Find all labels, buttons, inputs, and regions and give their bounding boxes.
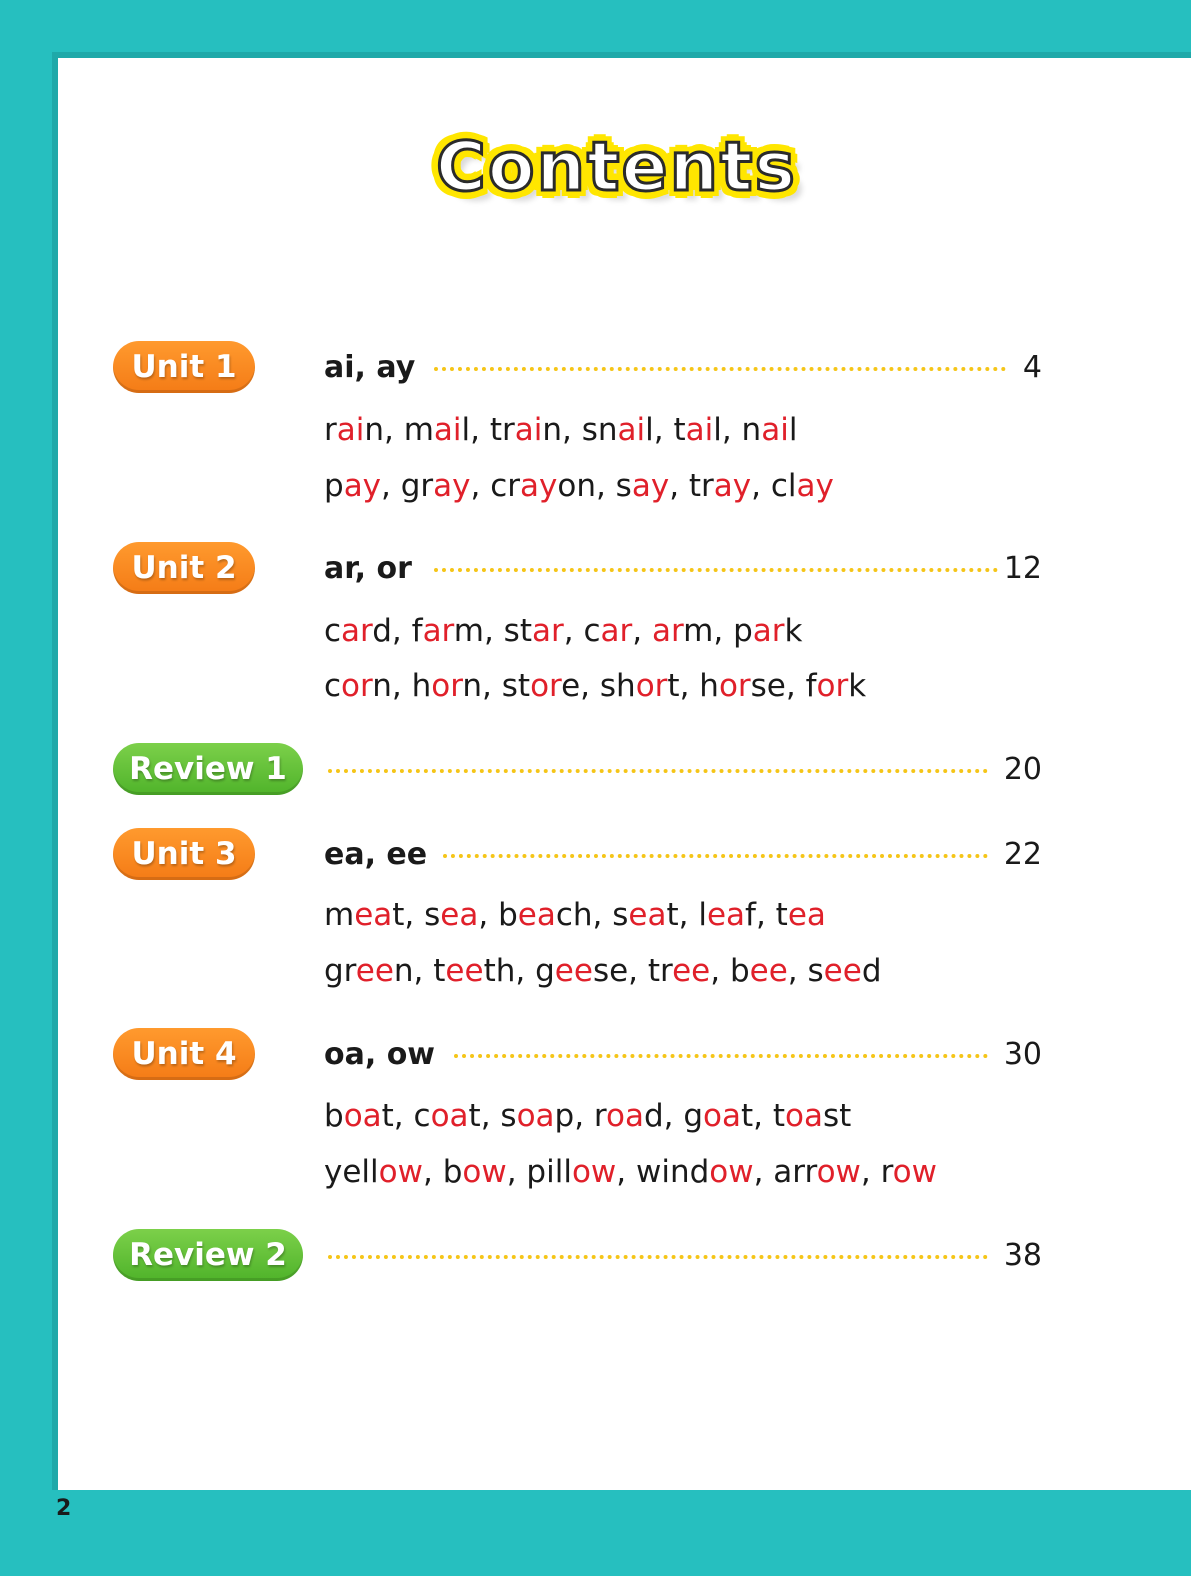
phonics-highlight: ar [422, 613, 454, 649]
phonics-highlight: ar [531, 613, 564, 649]
word-text: d, f [372, 613, 423, 649]
word-text: , arr [753, 1154, 817, 1190]
unit-2-badge[interactable]: Unit 2 [113, 542, 255, 594]
unit-3-heading: ea, ee [324, 837, 428, 872]
phonics-highlight: oa [605, 1098, 644, 1134]
phonics-highlight: ee [749, 953, 788, 989]
phonics-highlight: ar [752, 613, 785, 649]
word-text: se, f [750, 668, 817, 704]
unit-1-heading: ai, ay [324, 350, 416, 385]
word-text: f, t [745, 897, 788, 933]
unit-4-words-line-2 [324, 1152, 937, 1192]
word-text: n, h [372, 668, 432, 704]
word-text: m, st [453, 613, 532, 649]
word-text: t, s [392, 897, 441, 933]
unit-1-page-number: 4 [1022, 350, 1042, 385]
phonics-highlight: or [635, 668, 668, 704]
word-text: n, sn [542, 412, 618, 448]
word-text: , c [563, 613, 601, 649]
unit-2-words-line-1 [324, 611, 802, 651]
review-1-page-number: 20 [1003, 752, 1042, 787]
word-text: m, p [683, 613, 753, 649]
unit-3-page-number: 22 [1003, 837, 1042, 872]
word-text: , [632, 613, 652, 649]
phonics-highlight: ai [761, 412, 789, 448]
word-text: d, g [643, 1098, 704, 1134]
phonics-highlight: ea [787, 897, 826, 933]
phonics-highlight: ai [433, 412, 462, 448]
word-text: e, sh [561, 668, 636, 704]
word-text: se, tr [592, 953, 673, 989]
word-text: n, t [393, 953, 446, 989]
word-text: th, g [483, 953, 555, 989]
unit-4-page-number: 30 [1003, 1037, 1042, 1072]
word-text: ch, s [555, 897, 629, 933]
phonics-highlight: ow [462, 1154, 507, 1190]
word-text: l, t [645, 412, 686, 448]
phonics-highlight: ay [520, 468, 558, 504]
unit-2-dot-leader [434, 568, 998, 572]
word-text: n, m [364, 412, 434, 448]
phonics-highlight: or [341, 668, 373, 704]
unit-4-words-line-1 [324, 1096, 851, 1136]
word-text: k [848, 668, 867, 704]
phonics-highlight: ea [517, 897, 556, 933]
phonics-highlight: ai [685, 412, 714, 448]
unit-4-badge[interactable]: Unit 4 [113, 1028, 255, 1080]
phonics-highlight: ay [713, 468, 752, 504]
phonics-highlight: ar [600, 613, 633, 649]
word-text: p [324, 468, 344, 504]
page-title: Contents [435, 128, 798, 207]
phonics-highlight: ar [341, 613, 373, 649]
unit-1-badge[interactable]: Unit 1 [113, 341, 255, 393]
unit-3-words-line-2 [324, 951, 882, 991]
phonics-highlight: or [718, 668, 751, 704]
unit-2-heading: ar, or [324, 551, 412, 586]
word-text: l, tr [461, 412, 515, 448]
word-text: , cr [470, 468, 521, 504]
word-text: , b [710, 953, 750, 989]
phonics-highlight: or [530, 668, 562, 704]
phonics-highlight: ai [514, 412, 543, 448]
unit-3-badge[interactable]: Unit 3 [113, 828, 255, 880]
phonics-highlight: oa [430, 1098, 469, 1134]
unit-1-words-line-2 [324, 466, 834, 506]
word-text: , wind [616, 1154, 710, 1190]
word-text: d [861, 953, 882, 989]
unit-3-dot-leader [443, 854, 988, 858]
word-text: , b [422, 1154, 463, 1190]
phonics-highlight: ar [651, 613, 684, 649]
page-number: 2 [56, 1496, 72, 1521]
phonics-highlight: ow [709, 1154, 754, 1190]
phonics-highlight: ea [628, 897, 667, 933]
phonics-highlight: ee [672, 953, 711, 989]
word-text: t, c [381, 1098, 431, 1134]
phonics-highlight: oa [516, 1098, 555, 1134]
phonics-highlight: ee [355, 953, 394, 989]
word-text: t, s [468, 1098, 517, 1134]
word-text: t, l [666, 897, 707, 933]
word-text: , b [478, 897, 518, 933]
word-text: , pill [506, 1154, 572, 1190]
phonics-highlight: ow [378, 1154, 423, 1190]
word-text: gr [324, 953, 356, 989]
phonics-highlight: ee [823, 953, 862, 989]
word-text: l [788, 412, 798, 448]
phonics-highlight: ay [796, 468, 834, 504]
review-2-page-number: 38 [1003, 1238, 1042, 1273]
word-text: t, t [741, 1098, 786, 1134]
phonics-highlight: or [816, 668, 849, 704]
word-text: , cl [751, 468, 797, 504]
phonics-highlight: ow [571, 1154, 617, 1190]
review-2-dot-leader [328, 1255, 988, 1259]
phonics-highlight: ay [433, 468, 471, 504]
word-text: m [324, 897, 355, 933]
unit-2-page-number: 12 [1003, 551, 1042, 586]
phonics-highlight: ow [892, 1154, 937, 1190]
word-text: r [324, 412, 337, 448]
phonics-highlight: ai [336, 412, 365, 448]
phonics-highlight: ea [706, 897, 746, 933]
phonics-highlight: ay [631, 468, 670, 504]
word-text: yell [324, 1154, 379, 1190]
unit-1-words-line-1 [324, 410, 797, 450]
word-text: , r [860, 1154, 893, 1190]
unit-4-heading: oa, ow [324, 1037, 436, 1072]
review-2-badge[interactable]: Review 2 [113, 1229, 303, 1281]
phonics-highlight: ai [617, 412, 646, 448]
word-text: t, h [667, 668, 719, 704]
unit-1-dot-leader [434, 367, 1006, 371]
word-text: , gr [381, 468, 434, 504]
unit-3-words-line-1 [324, 895, 826, 935]
phonics-highlight: ow [816, 1154, 861, 1190]
phonics-highlight: oa [343, 1098, 382, 1134]
phonics-highlight: ea [354, 897, 393, 933]
word-text: b [324, 1098, 344, 1134]
unit-2-words-line-2 [324, 666, 866, 706]
phonics-highlight: oa [703, 1098, 741, 1134]
phonics-highlight: ee [445, 953, 484, 989]
review-1-badge[interactable]: Review 1 [113, 743, 303, 795]
word-text: p, r [554, 1098, 606, 1134]
word-text: st [823, 1098, 852, 1134]
word-text: k [784, 613, 803, 649]
review-1-dot-leader [328, 769, 988, 773]
word-text: n, st [462, 668, 531, 704]
phonics-highlight: oa [785, 1098, 823, 1134]
word-text: , tr [669, 468, 714, 504]
word-text: c [324, 613, 342, 649]
phonics-highlight: ea [440, 897, 479, 933]
unit-4-dot-leader [454, 1054, 988, 1058]
word-text: c [324, 668, 342, 704]
word-text: , s [787, 953, 824, 989]
phonics-highlight: ee [554, 953, 593, 989]
word-text: l, n [713, 412, 762, 448]
word-text: on, s [557, 468, 632, 504]
phonics-highlight: ay [343, 468, 382, 504]
phonics-highlight: or [431, 668, 463, 704]
